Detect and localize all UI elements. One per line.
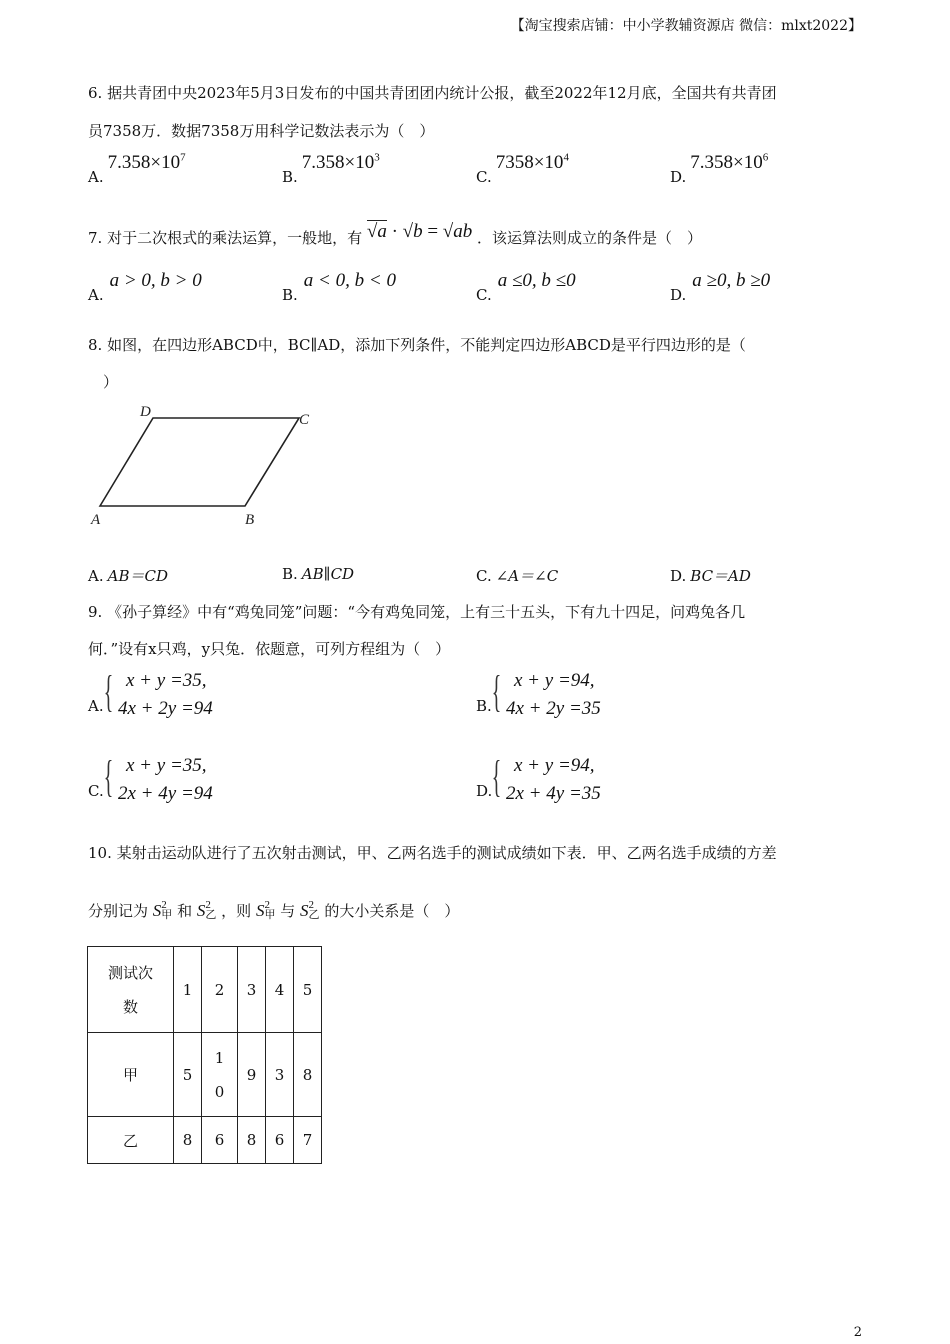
option-label: D. (670, 168, 687, 187)
mantissa: 7.358 (301, 152, 345, 174)
option-label: C. (88, 782, 104, 800)
table-cell: 8 (294, 1033, 322, 1117)
option-label: D. (476, 782, 493, 800)
q7-formula-b: b (413, 221, 423, 242)
q6-stem-line2: 员7358万．数据7358万用科学记数法表示为（ ） (88, 122, 435, 140)
table-cell: 10 (202, 1033, 238, 1117)
q7-formula-dot: · (391, 221, 398, 242)
table-row (88, 1033, 322, 1117)
table-header-row (88, 947, 322, 1033)
mantissa: 7358 (495, 152, 534, 174)
option-label: A. (88, 697, 104, 715)
q10-and: 和 (177, 902, 193, 920)
option-label: B. (476, 697, 492, 715)
option-a (88, 152, 186, 187)
q10-with: 与 (280, 902, 296, 920)
option-condition: a > 0, b > 0 (109, 270, 202, 291)
table-cell: 3 (266, 1033, 294, 1117)
option-a (88, 565, 168, 586)
option-a (88, 270, 202, 304)
table-cell: 8 (238, 1117, 266, 1164)
option-text: AB＝CD (107, 567, 168, 585)
option-label: C. (476, 567, 492, 585)
q7-stem (88, 221, 703, 249)
page-header: 【淘宝搜索店铺：中小学教辅资源店 微信：mlxt2022】 (510, 18, 862, 34)
variance-yi-symbol-2: S 2 乙 (300, 899, 320, 921)
equation-1: x + y =94, (514, 670, 595, 691)
table-col-header: 4 (266, 947, 294, 1033)
table-cell: 5 (174, 1033, 202, 1117)
q6-stem-line1: 6. 据共青团中央2023年5月3日发布的中国共青团团内统计公报，截至2022年12月底，全国共有共青团 (88, 84, 777, 102)
option-b (282, 565, 354, 583)
table-row (88, 1117, 322, 1164)
option-label: C. (476, 168, 492, 187)
option-text: AB∥CD (301, 565, 355, 583)
option-b (282, 152, 380, 187)
option-label: A. (88, 168, 104, 187)
brace-icon: { (491, 752, 502, 801)
option-c (476, 270, 576, 304)
vertex-label-c: C (299, 412, 310, 428)
equation-2: 2x + 4y =94 (118, 783, 213, 804)
option-d (476, 752, 676, 815)
table-header-cell: 测试次 数 (88, 947, 174, 1033)
q7-formula-eq: = (427, 221, 439, 242)
q8-stem-line1: 8. 如图，在四边形ABCD中，BC∥AD，添加下列条件，不能判定四边形ABCD是平行四边形的是（ (88, 336, 746, 354)
option-label: B. (282, 168, 298, 187)
equation-2: 4x + 2y =35 (506, 698, 601, 719)
option-condition: a ≥0, b ≥0 (692, 270, 771, 291)
q9-stem-line2: 何．”设有x只鸡，y只兔．依题意，可列方程组为（ ） (88, 640, 451, 658)
q7-formula-a: a (377, 221, 387, 242)
option-label: B. (282, 286, 298, 304)
q10-suffix: 的大小关系是（ ） (324, 902, 460, 920)
option-d (670, 565, 751, 586)
option-d (670, 152, 769, 187)
exponent: 7 (180, 152, 186, 164)
q10-then: ，则 (221, 902, 252, 920)
option-text: ∠A＝∠C (495, 567, 559, 585)
exponent: 3 (374, 152, 380, 164)
q7-suffix: ．该运算法则成立的条件是（ ） (477, 229, 703, 247)
option-b (282, 270, 396, 304)
equation-1: x + y =35, (126, 755, 207, 776)
equation-2: 4x + 2y =94 (118, 698, 213, 719)
brace-icon: { (103, 667, 114, 716)
times-ten: ×10 (733, 152, 763, 174)
option-label: A. (88, 286, 104, 304)
table-cell: 8 (174, 1117, 202, 1164)
q8-stem-line2: ） (103, 373, 119, 391)
option-label: A. (88, 567, 104, 585)
option-c (476, 565, 558, 586)
q7-formula: √a · √b = √ab (366, 221, 473, 242)
option-value (302, 152, 380, 173)
option-value (496, 152, 569, 173)
option-condition: a ≤0, b ≤0 (497, 270, 576, 291)
q10-prefix: 分别记为 (88, 902, 149, 920)
option-c (476, 152, 569, 187)
option-text: BC＝AD (690, 567, 751, 585)
table-cell: 6 (266, 1117, 294, 1164)
times-ten: ×10 (344, 152, 375, 174)
option-d (670, 270, 771, 304)
option-a (88, 667, 288, 730)
variance-jia-symbol: S 2 甲 (152, 899, 173, 921)
option-label: C. (476, 286, 492, 304)
table-cell: 7 (294, 1117, 322, 1164)
q7-prefix: 7. 对于二次根式的乘法运算，一般地，有 (88, 229, 363, 247)
times-ten: ×10 (533, 152, 564, 174)
table-col-header: 5 (294, 947, 322, 1033)
q10-stem-line2 (88, 900, 459, 921)
page-number: 2 (853, 1325, 862, 1340)
table-row-label: 甲 (88, 1033, 174, 1117)
q10-stem-line1: 10. 某射击运动队进行了五次射击测试，甲、乙两名选手的测试成绩如下表．甲、乙两名选手成绩的方差 (88, 844, 777, 862)
equation-1: x + y =94, (514, 755, 595, 776)
q7-formula-ab: ab (453, 221, 473, 242)
scores-table (87, 946, 322, 1164)
parallelogram-abcd (100, 418, 299, 506)
option-c (88, 752, 288, 815)
option-label: D. (670, 567, 687, 585)
option-value (690, 152, 768, 173)
table-col-header: 1 (174, 947, 202, 1033)
equation-1: x + y =35, (126, 670, 207, 691)
table-cell: 9 (238, 1033, 266, 1117)
brace-icon: { (491, 667, 502, 716)
q9-stem-line1: 9. 《孙子算经》中有“鸡兔同笼”问题：“今有鸡兔同笼，上有三十五头，下有九十四足，问鸡兔各几 (88, 603, 746, 621)
option-label: B. (282, 565, 298, 583)
variance-yi-symbol: S 2 乙 (196, 899, 217, 921)
table-col-header: 2 (202, 947, 238, 1033)
option-label: D. (670, 286, 687, 304)
option-b (476, 667, 676, 730)
variance-jia-symbol-2: S 2 甲 (255, 899, 276, 921)
vertex-label-d: D (140, 404, 151, 420)
q8-parallelogram-figure (85, 400, 325, 530)
equation-2: 2x + 4y =35 (506, 783, 601, 804)
vertex-label-a: A (91, 512, 101, 528)
table-row-label: 乙 (88, 1117, 174, 1164)
option-value (108, 152, 186, 173)
table-col-header: 3 (238, 947, 266, 1033)
brace-icon: { (103, 752, 114, 801)
mantissa: 7.358 (107, 152, 151, 174)
option-condition: a < 0, b < 0 (303, 270, 396, 291)
table-cell: 6 (202, 1117, 238, 1164)
exponent: 6 (762, 152, 769, 164)
exponent: 4 (563, 152, 569, 164)
vertex-label-b: B (245, 512, 255, 528)
times-ten: ×10 (150, 152, 181, 174)
mantissa: 7.358 (690, 152, 734, 174)
